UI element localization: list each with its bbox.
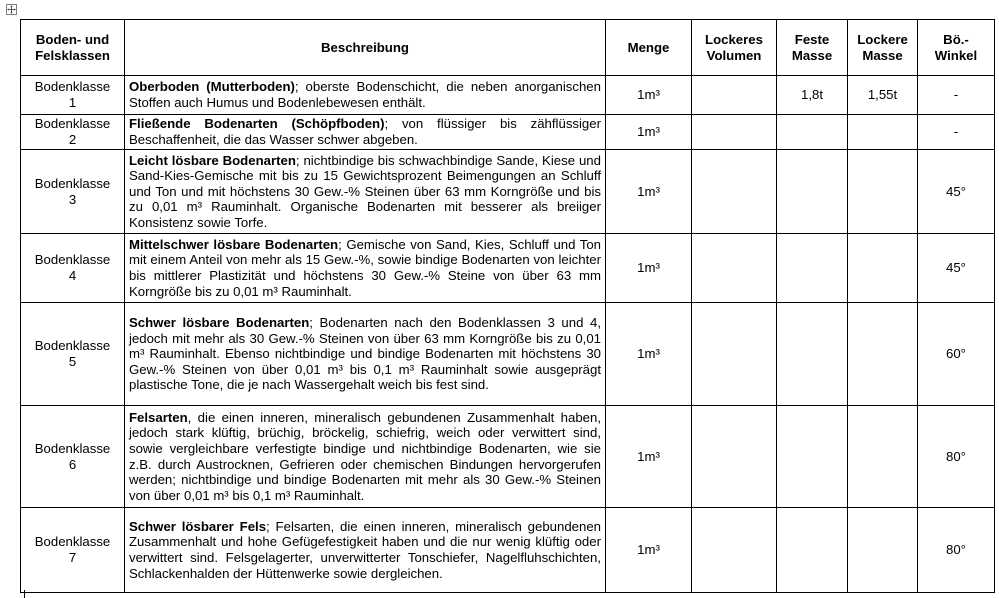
cell-bodenklasse (21, 508, 125, 593)
bodenklasse-label: Bodenklasse (34, 338, 111, 354)
cell-menge: 1m³ (606, 406, 692, 508)
table-move-handle-icon[interactable] (6, 4, 17, 15)
cell-lockere-masse (848, 150, 918, 234)
cell-lockeres-volumen (692, 234, 777, 303)
cell-lockeres-volumen (692, 508, 777, 593)
cell-lockere-masse (848, 303, 918, 406)
table-row (21, 303, 995, 406)
header-lockere-masse: Lockere Masse (848, 20, 918, 76)
cell-lockere-masse: 1,55t (848, 76, 918, 115)
cell-menge: 1m³ (606, 303, 692, 406)
cell-beschreibung (125, 115, 606, 150)
cell-winkel: 80° (918, 508, 995, 593)
cell-lockeres-volumen (692, 303, 777, 406)
bodenklassen-table (20, 19, 995, 593)
cell-menge: 1m³ (606, 508, 692, 593)
cell-feste-masse (777, 303, 848, 406)
table-body (21, 76, 995, 593)
cell-feste-masse: 1,8t (777, 76, 848, 115)
cell-beschreibung (125, 76, 606, 115)
bodenklasse-label: Bodenklasse (34, 79, 111, 95)
table-row (21, 508, 995, 593)
cell-bodenklasse (21, 150, 125, 234)
bodenklasse-number: 2 (68, 132, 77, 147)
bodenklasse-number: 5 (68, 354, 77, 369)
table-row (21, 234, 995, 303)
bodenklasse-number: 3 (68, 191, 77, 207)
header-beschreibung: Beschreibung (125, 20, 606, 76)
table-row (21, 150, 995, 234)
cell-menge: 1m³ (606, 115, 692, 150)
header-row (21, 20, 995, 76)
header-feste-masse: Feste Masse (777, 20, 848, 76)
cell-menge: 1m³ (606, 234, 692, 303)
beschreibung-lead: Felsarten (129, 409, 188, 425)
cell-bodenklasse (21, 303, 125, 406)
cell-winkel: 45° (918, 234, 995, 303)
bodenklasse-number: 4 (68, 268, 77, 283)
bodenklasse-label: Bodenklasse (34, 534, 111, 550)
beschreibung-lead: Leicht lösbare Bodenarten (129, 152, 296, 168)
header-klassen: Boden- und Felsklassen (21, 20, 125, 76)
cell-bodenklasse (21, 406, 125, 508)
beschreibung-text: ; oberste Bodenschicht, die neben anorganischen Stoffen auch Humus und Bodenlebewesen enthält. (129, 79, 601, 110)
cell-feste-masse (777, 406, 848, 508)
bodenklasse-label: Bodenklasse (34, 175, 111, 191)
beschreibung-lead: Fließende Bodenarten (Schöpfboden) (129, 116, 385, 132)
beschreibung-text: , die einen inneren, mineralisch gebundenen Zusammenhalt haben, jedoch stark klüftig, brüchig, bröckelig, schiefrig, weich oder verwittert sind, sowie vergleichbare verfestigte bindige und nichtbindige Bodenarten, wie sie z.B. durch Austrocknen, Gefrieren oder chemischen Bindungen hervorgerufen werden; nichtbindige und bindige Bodenarten mit mehr als 30 Gew.-% Steinen von über 0,01 m³ bis 0,1 m³ Rauminhalt. (129, 409, 601, 503)
cell-menge: 1m³ (606, 76, 692, 115)
text-cursor (24, 590, 25, 598)
cell-feste-masse (777, 115, 848, 150)
cell-winkel: 80° (918, 406, 995, 508)
cell-bodenklasse (21, 115, 125, 150)
cell-beschreibung (125, 508, 606, 593)
cell-winkel: - (918, 115, 995, 150)
cell-beschreibung (125, 150, 606, 234)
cell-beschreibung (125, 406, 606, 508)
bodenklasse-label: Bodenklasse (34, 116, 111, 132)
cell-lockeres-volumen (692, 150, 777, 234)
cell-lockere-masse (848, 234, 918, 303)
table-row (21, 406, 995, 508)
bodenklasse-label: Bodenklasse (34, 440, 111, 456)
header-winkel: Bö.-Winkel (918, 20, 995, 76)
cell-lockeres-volumen (692, 76, 777, 115)
bodenklasse-number: 7 (68, 550, 77, 565)
bodenklasse-label: Bodenklasse (34, 252, 111, 268)
beschreibung-lead: Schwer lösbare Bodenarten (129, 315, 310, 331)
cell-lockere-masse (848, 115, 918, 150)
cell-lockere-masse (848, 406, 918, 508)
beschreibung-text: ; Gemische von Sand, Kies, Schluff und Ton mit einem Anteil von mehr als 15 Gew.-%, sowie bindige Bodenarten von leichter bis mittlerer Plastizität und höchstens 30 Gew.-% Steine von über 63 mm Korngröße bis zu 0,01 m³ Rauminhalt. (129, 236, 601, 299)
cell-beschreibung (125, 234, 606, 303)
beschreibung-text: ; von flüssiger bis zähflüssiger Beschaffenheit, die das Wasser schwer abgeben. (129, 116, 601, 147)
table-row (21, 115, 995, 150)
beschreibung-text: ; Felsarten, die einen inneren, mineralisch gebundenen Zusammenhalt und hohe Gefügefestigkeit haben und die nur wenig klüftig oder verwittert sind. Felsgelagerter, unverwitterter Tonschiefer, Nagelfluhschichten, Schlackenhalden der Hüttenwerke sowie dergleichen. (129, 518, 601, 581)
cell-feste-masse (777, 508, 848, 593)
bodenklasse-number: 1 (68, 95, 77, 110)
cell-beschreibung (125, 303, 606, 406)
bodenklasse-number: 6 (68, 456, 77, 472)
cell-bodenklasse (21, 76, 125, 115)
cell-feste-masse (777, 150, 848, 234)
cell-feste-masse (777, 234, 848, 303)
cell-winkel: 60° (918, 303, 995, 406)
cell-lockeres-volumen (692, 115, 777, 150)
cell-lockeres-volumen (692, 406, 777, 508)
cell-bodenklasse (21, 234, 125, 303)
table-row (21, 76, 995, 115)
beschreibung-text: ; nichtbindige bis schwachbindige Sande, Kiese und Sand-Kies-Gemische mit bis zu 15 Gewichtsprozent Beimengungen an Schluff und Ton und mit höchstens 30 Gew.-% Steinen über 63 mm Korngröße und bis zu 0,01 m³ Rauminhalt. Organische Bodenarten mit besserer als breiiger Konsistenz sowie Torfe. (129, 152, 601, 230)
beschreibung-lead: Oberboden (Mutterboden) (129, 79, 295, 95)
header-lockeres-volumen: Lockeres Volumen (692, 20, 777, 76)
beschreibung-text: ; Bodenarten nach den Bodenklassen 3 und 4, jedoch mit mehr als 30 Gew.-% Steinen von über 63 mm Korngröße bis zu 0,01 m³ Rauminhalt. Ebenso nichtbindige und bindige Bodenarten mit höchstens 30 Gew.-% Steinen von über 0,01 m³ bis 0,1 m³ Rauminhalt sowie ausgeprägt plastische Tone, die je nach Wassergehalt weich bis fest sind. (129, 315, 601, 393)
header-menge: Menge (606, 20, 692, 76)
cell-lockere-masse (848, 508, 918, 593)
cell-winkel: - (918, 76, 995, 115)
cell-menge: 1m³ (606, 150, 692, 234)
beschreibung-lead: Schwer lösbarer Fels (129, 518, 267, 534)
beschreibung-lead: Mittelschwer lösbare Bodenarten (129, 236, 339, 252)
cell-winkel: 45° (918, 150, 995, 234)
